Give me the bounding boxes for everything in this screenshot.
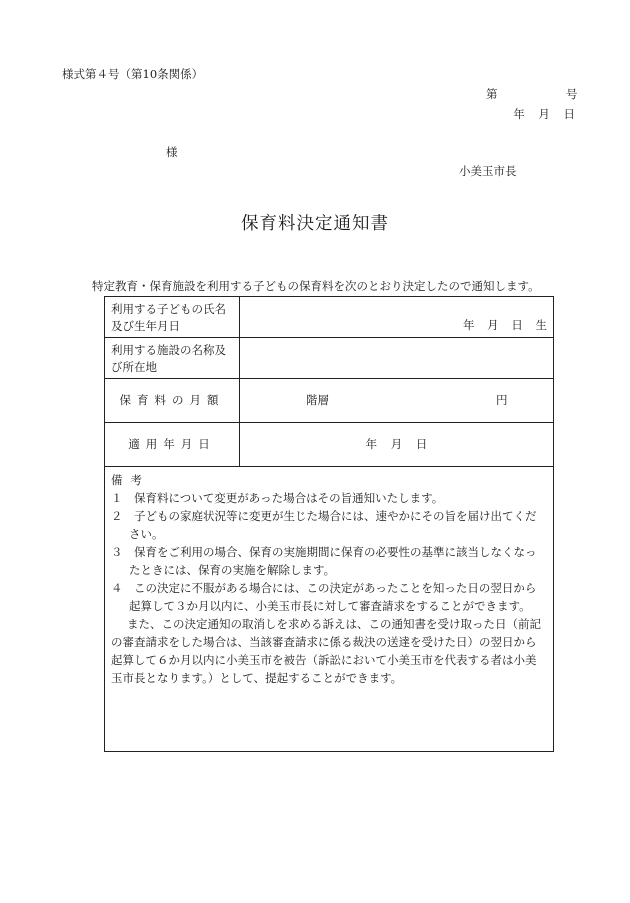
remarks-heading: 備考 <box>111 473 150 487</box>
facility-label: 利用する施設の名称及び所在地 <box>111 343 226 374</box>
remarks-item-2: ２ 子どもの家庭状況等に変更が生じた場合には、速やかにその旨を届け出てください。 <box>111 509 537 541</box>
document-title: 保育料決定通知書 <box>241 214 389 234</box>
remarks-paragraph: また、この決定通知の取消しを求める訴えは、この通知書を受け取った日（前記の審査請求をした場合は、当該審査請求に係る裁決の送達を受けた日）の翌日から起算して６か月以内に小美玉市を被告（訴訟において小美玉市を代表する者は小美玉市長となります。）として、提起することができます。 <box>111 617 541 685</box>
remarks-item-1: １ 保育料について変更があった場合はその旨通知いたします。 <box>111 491 444 505</box>
yen-label: 円 <box>496 393 508 407</box>
facility-label-cell <box>105 338 240 379</box>
apply-date-value-cell <box>240 423 554 467</box>
remarks-cell <box>105 467 554 752</box>
table-row-apply-date <box>105 423 554 467</box>
issuer-name: 小美玉市長 <box>459 164 517 178</box>
apply-date-template: 年 月 日 <box>365 437 428 451</box>
monthly-fee-label-cell <box>105 379 240 423</box>
issue-date: 年 月 日 <box>513 107 575 121</box>
table-row-remarks <box>105 467 554 752</box>
intro-sentence: 特定教育・保育施設を利用する子どもの保育料を次のとおり決定したので通知します。 <box>92 279 540 293</box>
addressee-honorific: 様 <box>166 145 178 159</box>
monthly-fee-value-cell <box>240 379 554 423</box>
apply-date-label: 適用年月日 <box>128 437 216 451</box>
child-name-label-cell <box>105 297 240 338</box>
facility-value-cell <box>240 338 554 379</box>
table-row-facility <box>105 338 554 379</box>
birth-date-template: 年 月 日 生 <box>463 318 547 332</box>
remarks-item-4: ４ この決定に不服がある場合には、この決定があったことを知った日の翌日から起算して３か月以内に、小美玉市長に対して審査請求をすることができます。 <box>111 581 537 613</box>
table-row-fee <box>105 379 554 423</box>
remarks-block <box>105 467 553 687</box>
child-name-value-cell <box>240 297 554 338</box>
fee-decision-table <box>104 296 554 752</box>
remarks-item-3: ３ 保育をご利用の場合、保育の実施期間に保育の必要性の基準に該当しなくなったときには、保育の実施を解除します。 <box>111 545 537 577</box>
document-number-suffix: 号 <box>566 87 578 101</box>
monthly-fee-label: 保育料の月額 <box>119 393 225 407</box>
tier-label: 階層 <box>306 393 329 407</box>
child-name-label: 利用する子どもの氏名及び生年月日 <box>111 302 226 333</box>
apply-date-label-cell <box>105 423 240 467</box>
document-number-label: 第 <box>486 87 498 101</box>
form-number: 様式第４号（第10条関係） <box>62 67 204 81</box>
table-row-child <box>105 297 554 338</box>
